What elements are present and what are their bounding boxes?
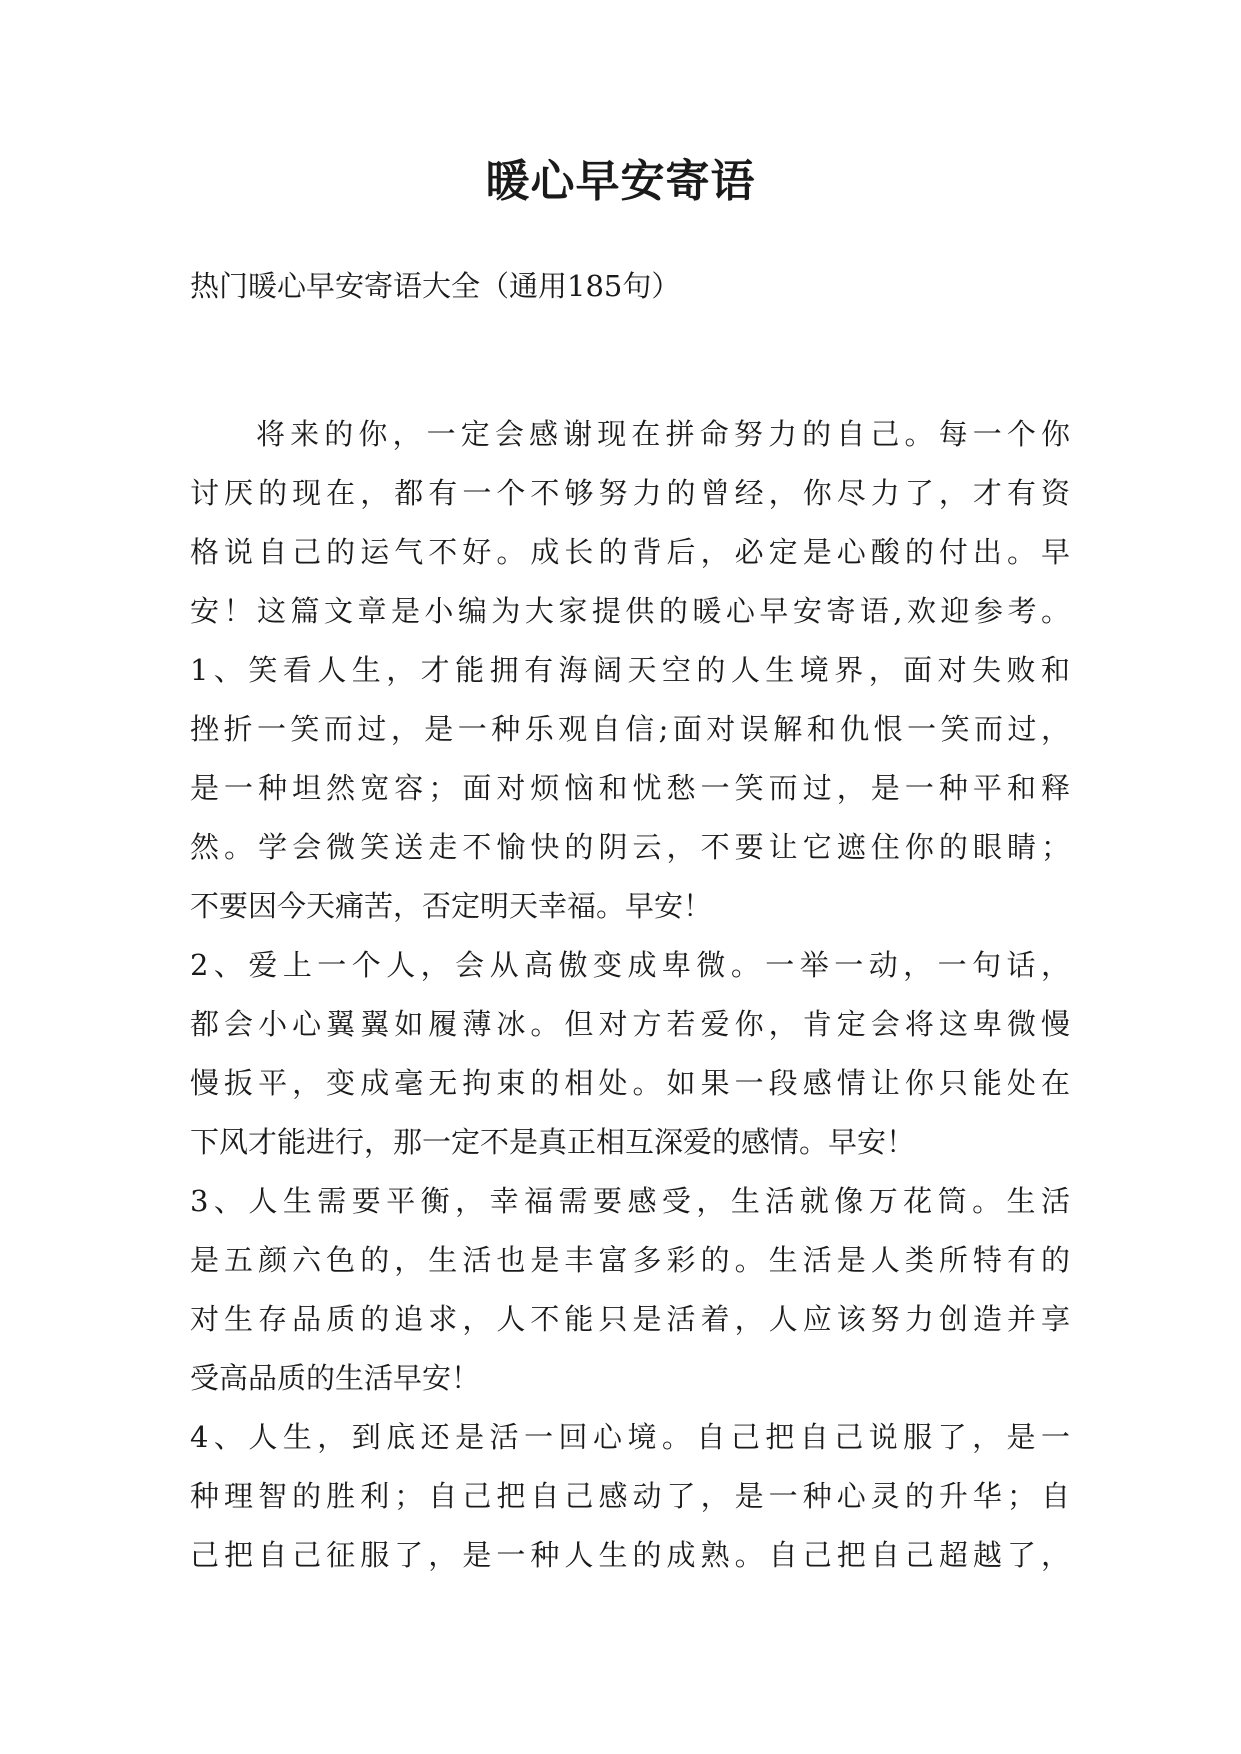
text-line: 是五颜六色的，生活也是丰富多彩的。生活是人类所特有的 (190, 1243, 1070, 1277)
text-line: 然。学会微笑送走不愉快的阴云，不要让它遮住你的眼睛； (190, 830, 1070, 864)
document-title: 暖心早安寄语 (485, 156, 756, 207)
text-line: 受高品质的生活早安！ (190, 1361, 481, 1395)
text-line: 不要因今天痛苦，否定明天幸福。早安！ (190, 889, 713, 923)
text-line: 挫折一笑而过，是一种乐观自信;面对误解和仇恨一笑而过， (190, 712, 1070, 746)
text-line: 1、笑看人生，才能拥有海阔天空的人生境界，面对失败和 (190, 653, 1070, 687)
text-line: 4、人生，到底还是活一回心境。自己把自己说服了，是一 (190, 1420, 1070, 1454)
document-subtitle: 热门暖心早安寄语大全（通用185句） (190, 269, 681, 303)
text-line: 将来的你，一定会感谢现在拼命努力的自己。每一个你 (256, 417, 1070, 451)
text-line: 都会小心翼翼如履薄冰。但对方若爱你，肯定会将这卑微慢 (190, 1007, 1070, 1041)
text-line: 己把自己征服了，是一种人生的成熟。自己把自己超越了， (190, 1538, 1070, 1572)
document-body (190, 405, 1070, 1585)
text-line: 讨厌的现在，都有一个不够努力的曾经，你尽力了，才有资 (190, 476, 1070, 510)
text-line: 是一种坦然宽容；面对烦恼和忧愁一笑而过，是一种平和释 (190, 771, 1070, 805)
text-line: 下风才能进行，那一定不是真正相互深爱的感情。早安！ (190, 1125, 916, 1159)
text-line: 安！这篇文章是小编为大家提供的暖心早安寄语,欢迎参考。 (190, 594, 1070, 628)
text-line: 3、人生需要平衡，幸福需要感受，生活就像万花筒。生活 (190, 1184, 1070, 1218)
text-line: 种理智的胜利；自己把自己感动了，是一种心灵的升华；自 (190, 1479, 1070, 1513)
text-line: 格说自己的运气不好。成长的背后，必定是心酸的付出。早 (190, 535, 1070, 569)
text-line: 2、爱上一个人，会从高傲变成卑微。一举一动，一句话， (190, 948, 1070, 982)
text-line: 慢扳平，变成毫无拘束的相处。如果一段感情让你只能处在 (190, 1066, 1070, 1100)
text-line: 对生存品质的追求，人不能只是活着，人应该努力创造并享 (190, 1302, 1070, 1336)
